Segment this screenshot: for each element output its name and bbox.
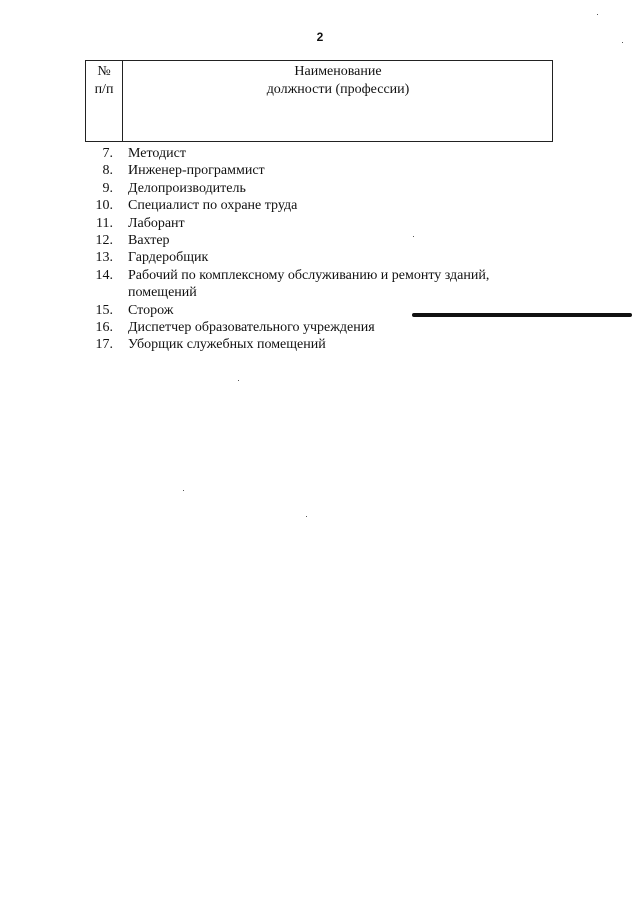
list-item [80, 197, 540, 214]
header-number-sublabel: п/п [94, 82, 114, 97]
header-number-column [86, 61, 123, 141]
item-text: Инженер-программист [128, 163, 265, 179]
list-item [80, 232, 540, 249]
item-number: 12. [95, 233, 113, 249]
header-name-column [124, 61, 552, 99]
item-text: Диспетчер образовательного учреждения [128, 320, 375, 336]
scan-speck [413, 236, 414, 237]
scan-artifact-bar [412, 313, 632, 317]
item-number: 11. [96, 215, 113, 231]
item-text: Рабочий по комплексному обслуживанию и ремонту зданий, помещений [128, 267, 490, 301]
header-name-sublabel: должности (профессии) [266, 82, 410, 97]
scan-speck [183, 490, 184, 491]
list-item [80, 180, 540, 197]
item-text: Вахтер [128, 233, 170, 249]
item-number: 10. [95, 198, 113, 214]
list-item [80, 336, 540, 353]
scan-speck [238, 380, 239, 381]
list-item [80, 145, 540, 162]
item-number: 17. [95, 337, 113, 353]
item-text: Методист [128, 146, 186, 161]
item-text: Уборщик служебных помещений [128, 337, 326, 353]
item-text: Сторож [128, 302, 174, 318]
list-item [80, 215, 540, 232]
list-item [80, 162, 540, 179]
scan-speck [622, 42, 623, 43]
header-name-label: Наименование [294, 64, 382, 79]
item-number: 14. [95, 267, 113, 283]
item-text: Гардеробщик [128, 250, 209, 266]
page-number: 2 [316, 30, 324, 44]
item-number: 8. [102, 163, 113, 179]
scan-speck [597, 14, 598, 15]
item-number: 9. [102, 180, 113, 196]
position-list [80, 145, 540, 354]
item-number: 7. [102, 146, 113, 161]
list-item [80, 319, 540, 336]
scan-speck [306, 516, 307, 517]
table-header [85, 60, 553, 142]
item-number: 13. [95, 250, 113, 266]
list-item [80, 267, 540, 302]
item-number: 15. [95, 302, 113, 318]
item-text: Специалист по охране труда [128, 198, 298, 214]
list-item [80, 249, 540, 266]
item-text: Лаборант [128, 215, 185, 231]
header-number-label: № [97, 64, 111, 79]
item-text: Делопроизводитель [128, 180, 246, 196]
item-number: 16. [95, 320, 113, 336]
